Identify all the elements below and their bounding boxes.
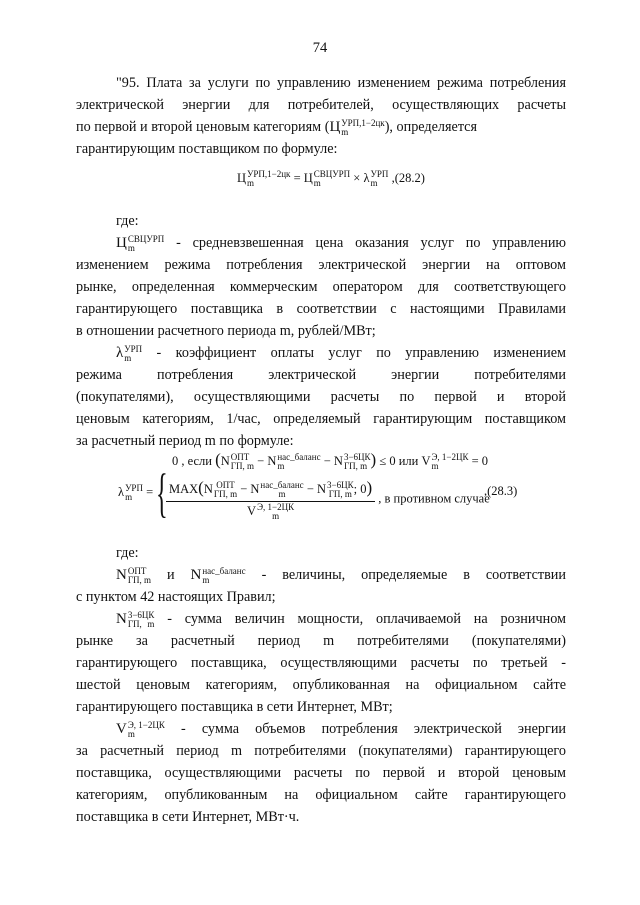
desc3-line-1: N ОПТ ГП, m и N нас_баланс m - величины, определяемые в соответствии [116,565,566,585]
desc4-line-4: шестой ценовым категориям, опубликованная на официальном сайте [76,677,566,693]
intro-line-3-a: по первой и второй ценовым категориям ( [76,119,330,135]
page-number: 74 [312,40,328,56]
intro-line-3-b: ), определяется [384,119,478,135]
desc5-line-3: поставщика, осуществляющими расчеты по первой и второй ценовым [76,765,566,781]
desc2-line-1: λ УРП m - коэффициент оплаты услуг по управлению изменением [116,343,566,363]
desc1-line-5: в отношении расчетного периода m, рублей/МВт; [76,323,376,339]
intro-line-3 [76,118,566,137]
desc1-line-4: гарантирующего поставщика в соответствии с настоящими Правилами [76,301,566,317]
desc4-line-2: рынке за расчетный период m потребителями (покупателями) [76,633,566,649]
desc1-line-3: рынке, определенная коммерческим оператором для соответствующего [76,279,566,295]
desc2-line-4: ценовым категориям, 1/час, определяемый гарантирующим поставщиком [76,411,566,427]
where-label-1: где: [116,213,139,229]
tariff-symbol: Ц УРП,1−2цк m [329,117,385,137]
desc2-line-5: за расчетный период m по формуле: [76,433,294,449]
desc4-line-1: N 3−6ЦК ГП, m - сумма величин мощности, оплачиваемой на розничном [116,609,567,629]
where-label-2: где: [116,545,139,561]
desc4-line-3: гарантирующего поставщика, осуществляющими расчеты по третьей - [76,655,566,671]
desc5-line-1: V Э, 1−2ЦК m - сумма объемов потребления электрической энергии [116,719,566,739]
intro-line-2: электрической энергии для потребителей, осуществляющих расчеты [76,97,566,113]
desc2-line-2: режима потребления электрической энергии потребителями [76,367,566,383]
formula-28-3-lhs: λ УРП m = [118,483,154,502]
desc1-line-2: изменением режима потребления электрической энергии на оптовом [76,257,566,273]
formula-case-1: 0 , если (N ОПТ ГП, m − N нас_баланс m − N 3−6ЦК ГП, m ) ≤ 0 или V Э, 1−2ЦК m = 0 [172,450,489,472]
desc5-line-4: категориям, опубликованным на официальном сайте гарантирующего [76,787,566,803]
formula-case-2: MAX(N ОПТ ГП, m − N нас_баланс m − N 3−6ЦК ГП, m ; 0) V Э, 1−2ЦК m , в противном случае [166,478,490,521]
desc2-line-3: (покупателями), осуществляющими расчеты по первой и второй [76,389,566,405]
intro-line-1: "95. Плата за услуги по управлению изменением режима потребления [116,75,566,91]
desc5-line-2: за расчетный период m потребителями (покупателями) гарантирующего [76,743,566,759]
intro-line-4: гарантирующим поставщиком по формуле: [76,141,338,157]
formula-brace: { [156,463,168,523]
desc1-line-1: Ц СВЦУРП m - средневзвешенная цена оказания услуг по управлению [116,233,567,253]
formula-28-3-number: ,(28.3) [484,484,518,498]
desc4-line-5: гарантирующего поставщика в сети Интернет, МВт; [76,699,393,715]
desc3-line-2: с пунктом 42 настоящих Правил; [76,589,276,605]
formula-28-2: Ц УРП,1−2цк m = Ц СВЦУРП m × λ УРП m ,(28.2) [237,169,425,188]
desc5-line-5: поставщика в сети Интернет, МВт·ч. [76,809,300,825]
